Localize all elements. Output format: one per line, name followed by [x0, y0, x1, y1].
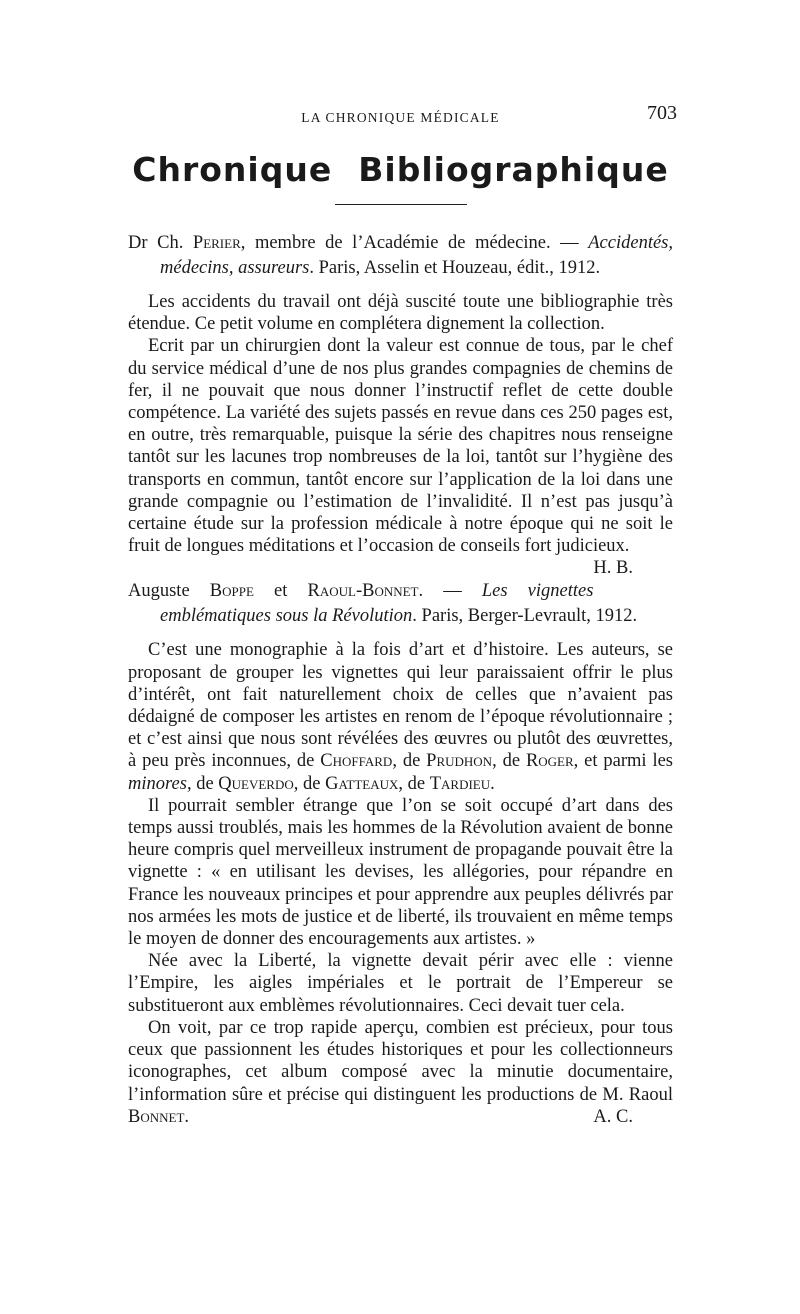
punctuation: , de [392, 751, 427, 772]
punctuation: , de [492, 751, 526, 772]
title-rule [335, 204, 467, 205]
running-head [128, 98, 677, 128]
review-paragraph [128, 1017, 673, 1128]
review-signature: A. C. [593, 1106, 633, 1127]
review-perier [128, 231, 673, 579]
artist-name: Tardieu [429, 773, 491, 794]
book-title: Accidentés, médecins, assureurs [160, 233, 673, 278]
artist-name: Queverdo [218, 773, 294, 794]
review-paragraph: Il pourrait sembler étrange que l’on se soit occupé d’art dans des temps aussi troublés, mais les hommes de la Révolution avaient de bonne heure compris quel merveilleux instrument de propagande pouvait être la vignette : « en utilisant les devises, les allégories, pour répandre en France les nouveaux principes et pour apprendre aux peuples délivrés par nos armées les mots de justice et de liberté, ils trouvaient en même temps le moyen de donner des encouragements aux artistes. » [128, 795, 673, 950]
author-name: Bonnet [128, 1106, 185, 1127]
review-paragraph: Les accidents du travail ont déjà suscité toute une bibliographie très étendue. Ce petit volume en complétera dignement la collection. [128, 292, 673, 335]
review-paragraph [128, 639, 673, 794]
author-first-name: Auguste [128, 581, 210, 602]
separator: . — [418, 581, 482, 602]
review-paragraph: Née avec la Liberté, la vignette devait périr avec elle : vienne l’Empire, les aigles impériales et le portrait de l’Empereur se substitueront aux emblèmes révolutionnaires. Ceci devait tuer cela. [128, 951, 673, 1016]
review-paragraph [128, 335, 673, 579]
section-title [128, 150, 673, 190]
punctuation: , de [293, 773, 326, 794]
review-citation [128, 579, 673, 629]
punctuation: . [184, 1106, 190, 1127]
review-paragraph-text: Ecrit par un chirurgien dont la valeur est connue de tous, par le chef du service médical d’une de nos plus grandes compagnies de chemins de fer, il ne pouvait que nous donner l’instructif reflet de cette double compétence. La variété des sujets passés en revue dans ces 250 pages est, en outre, très remarquable, puisque la série des chapitres nous renseigne tantôt sur les lacunes trop nombreuses de la loi, tantôt sur l’hygiène des transports en commun, tantôt encore sur l’application de la loi dans une grande compagnie ou l’estimation de l’invalidité. Il n’est pas jusqu’à certaine étude sur la profession médicale à notre époque qui ne soit le fruit de longues méditations et l’occasion de conseils fort judicieux. [128, 336, 673, 557]
punctuation: , de [398, 773, 430, 794]
review-signature: H. B. [593, 558, 633, 579]
punctuation: , et parmi les [573, 751, 673, 772]
author-name: Boppe [209, 581, 254, 602]
running-title: LA CHRONIQUE MÉDICALE [301, 110, 500, 125]
section-title-word-2: Bibliographique [358, 150, 669, 189]
author-name: Perier [192, 233, 241, 253]
review-paragraph-text: C’est une monographie à la fois d’art et d’histoire. Les auteurs, se proposant de grouper les vignettes qui leur paraissaient offrir le plus d’intérêt, ont fait naturellement choix de celles que n’avaient pas dédaigné de composer les artistes en renom de l’époque révolutionnaire ; et c’est ainsi que nous sont révélées des œuvres ou plutôt des œuvrettes, à peu près inconnues, de [128, 640, 673, 772]
section-title-word-1: Chronique [132, 150, 333, 189]
publisher-info: . Paris, Berger-Levrault, 1912. [412, 606, 638, 627]
artist-name: Prudhon [426, 751, 493, 772]
conjunction: et [253, 581, 308, 602]
punctuation: , de [186, 773, 219, 794]
author-prefix: Dr Ch. [128, 233, 193, 253]
publisher-info: . Paris, Asselin et Houzeau, édit., 1912. [309, 258, 601, 278]
artist-name: Roger [525, 751, 574, 772]
review-paragraph-text: On voit, par ce trop rapide aperçu, combien est précieux, pour tous ceux que passionnent les études historiques et pour les collectionneurs iconographes, cet album composé avec la minutie documentaire, l’information sûre et précise qui distinguent les productions de M. Raoul [128, 1017, 673, 1105]
book-title: Les vignettes emblématiques sous la Révolution [160, 581, 594, 627]
author-name: Raoul-Bonnet [307, 581, 419, 602]
author-role: , membre de l’Académie de médecine. — [240, 233, 589, 253]
artist-name: Gatteaux [325, 773, 399, 794]
punctuation: . [490, 773, 495, 794]
artist-name: Choffard [320, 751, 393, 772]
page-number: 703 [647, 102, 677, 124]
italic-term: minores [128, 773, 187, 794]
journal-page [128, 98, 677, 1128]
review-citation [128, 231, 673, 281]
review-boppe-bonnet [128, 579, 673, 1127]
